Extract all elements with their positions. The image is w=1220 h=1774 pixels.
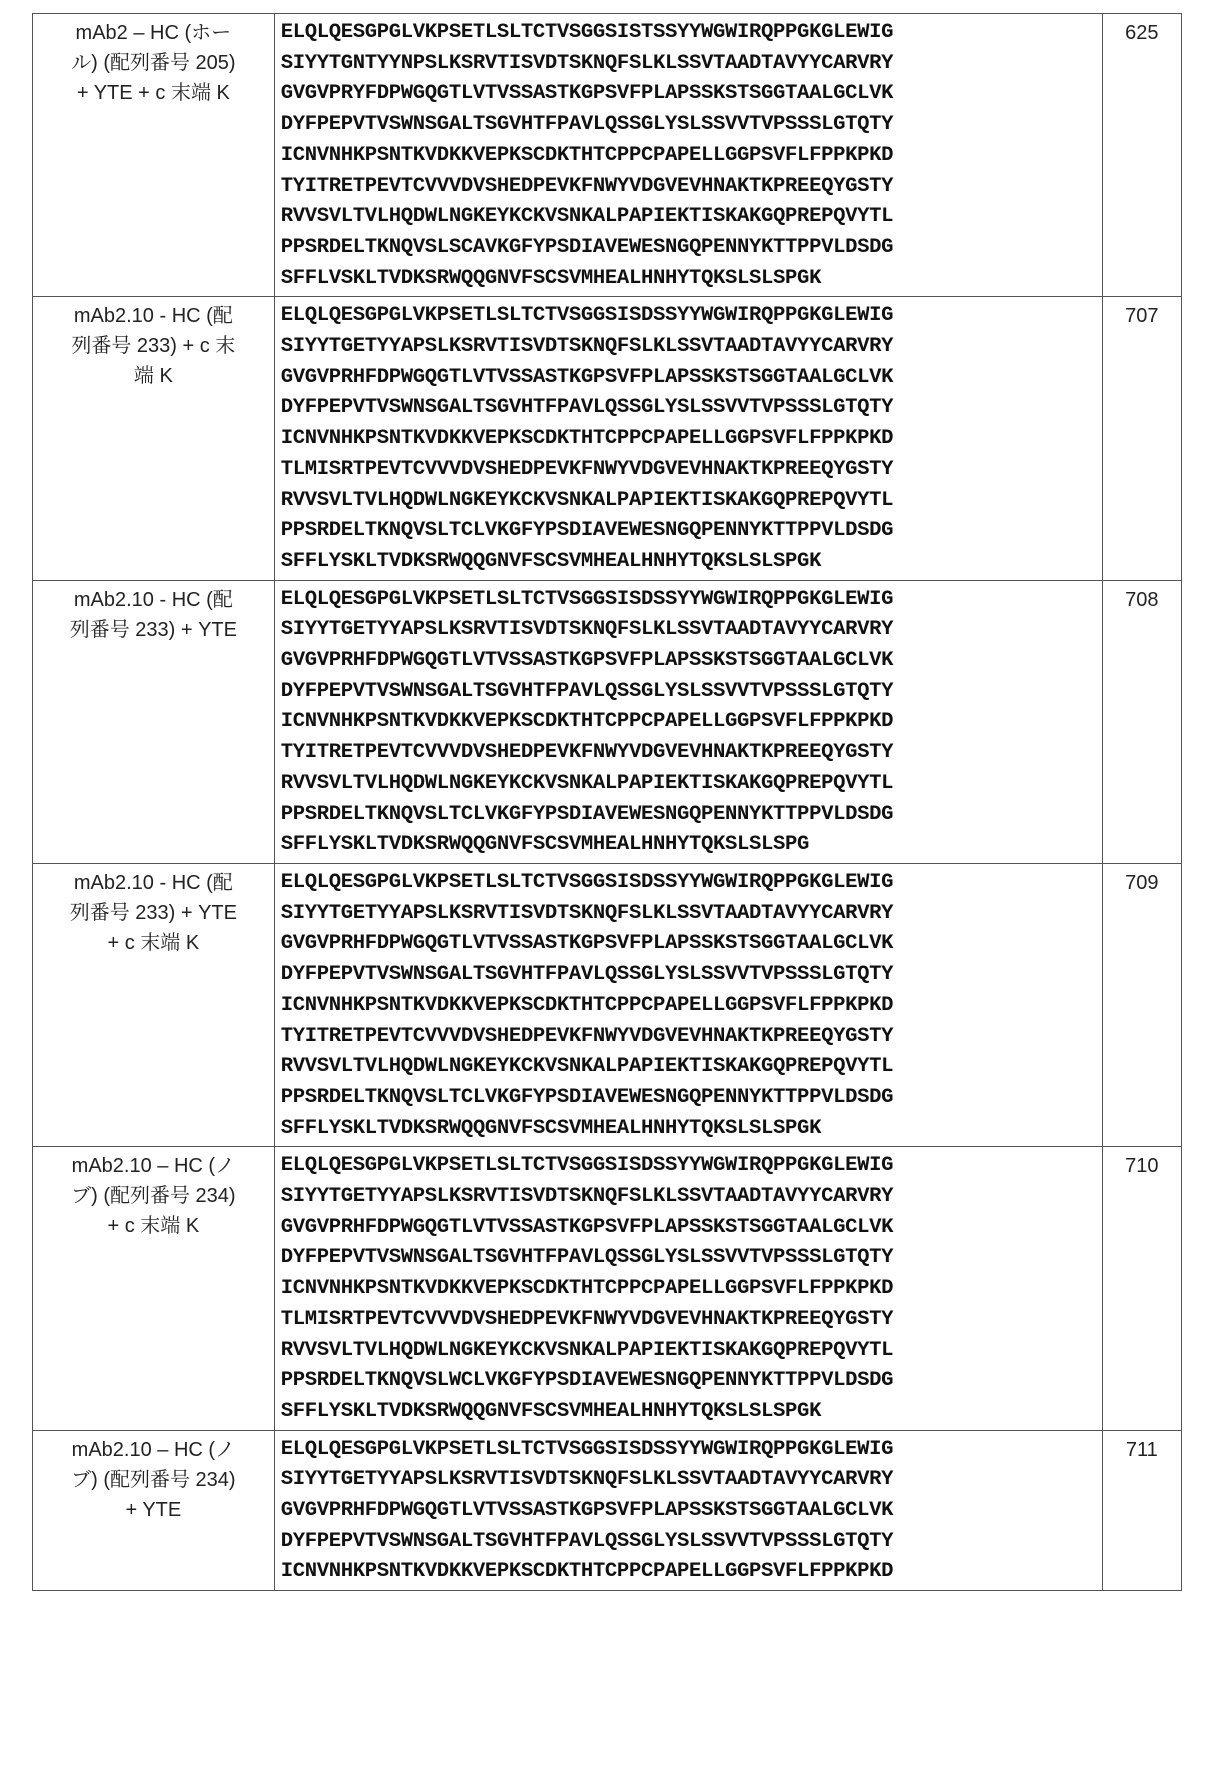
seq-id-cell <box>1102 1147 1181 1430</box>
construct-name-cell <box>33 297 275 580</box>
sequence-line: ELQLQESGPGLVKPSETLSLTCTVSGGSISTSSYYWGWIRQPPGKGLEWIG <box>280 21 894 44</box>
construct-name-line: 列番号 233) + YTE <box>69 618 237 641</box>
sequence-line: SFFLVSKLTVDKSRWQQGNVFSCSVMHEALHNHYTQKSLSLSPGK <box>280 266 822 290</box>
table-row <box>33 1147 1182 1430</box>
sequence-line: PPSRDELTKNQVSLSCAVKGFYPSDIAVEWESNGQPENNYKTTPPVLDSDG <box>280 235 894 259</box>
table-row <box>33 580 1182 863</box>
sequence-line: ELQLQESGPGLVKPSETLSLTCTVSGGSISDSSYYWGWIRQPPGKGLEWIG <box>280 304 894 328</box>
seq-id: 711 <box>1125 1438 1158 1461</box>
sequence-line: SIYYTGNTYYNPSLKSRVTISVDTSKNQFSLKLSSVTAADTAVYYCARVRY <box>280 51 894 75</box>
sequence-line: ICNVNHKPSNTKVDKKVEPKSCDKTHTCPPCPAPELLGGPSVFLFPPKPKD <box>280 143 894 167</box>
sequence-line: ELQLQESGPGLVKPSETLSLTCTVSGGSISDSSYYWGWIRQPPGKGLEWIG <box>280 870 894 894</box>
seq-id: 708 <box>1125 588 1159 611</box>
sequence-line: GVGVPRHFDPWGQGTLVTVSSASTKGPSVFPLAPSSKSTSGGTAALGCLVK <box>280 1215 894 1239</box>
sequence-line: SIYYTGETYYAPSLKSRVTISVDTSKNQFSLKLSSVTAADTAVYYCARVRY <box>280 1468 894 1492</box>
sequence-line: ICNVNHKPSNTKVDKKVEPKSCDKTHTCPPCPAPELLGGPSVFLFPPKPKD <box>280 993 894 1017</box>
construct-name-line: mAb2.10 – HC (ノ <box>71 1438 236 1461</box>
sequence-line: RVVSVLTVLHQDWLNGKEYKCKVSNKALPAPIEKTISKAKGQPREPQVYTL <box>280 488 894 512</box>
sequence-cell <box>274 863 1102 1146</box>
sequence-line: GVGVPRHFDPWGQGTLVTVSSASTKGPSVFPLAPSSKSTSGGTAALGCLVK <box>280 365 894 389</box>
sequence-line: SFFLYSKLTVDKSRWQQGNVFSCSVMHEALHNHYTQKSLSLSPGK <box>280 1399 822 1423</box>
construct-name-cell <box>33 863 275 1146</box>
sequence-line: SFFLYSKLTVDKSRWQQGNVFSCSVMHEALHNHYTQKSLSLSPGK <box>280 1116 822 1140</box>
construct-name-cell <box>33 1147 275 1430</box>
construct-name-line: ブ) (配列番号 234) <box>71 1468 236 1491</box>
sequence-line: RVVSVLTVLHQDWLNGKEYKCKVSNKALPAPIEKTISKAKGQPREPQVYTL <box>280 1338 894 1362</box>
sequence-line: ICNVNHKPSNTKVDKKVEPKSCDKTHTCPPCPAPELLGGPSVFLFPPKPKD <box>280 710 894 734</box>
sequence-line: DYFPEPVTVSWNSGALTSGVHTFPAVLQSSGLYSLSSVVTVPSSSLGTQTY <box>280 396 894 420</box>
seq-id: 625 <box>1125 22 1159 44</box>
seq-id-cell <box>1102 863 1181 1146</box>
construct-name-line: mAb2.10 - HC (配 <box>73 305 233 328</box>
construct-name-line: mAb2 – HC (ホー <box>75 22 232 44</box>
table-body <box>33 14 1182 1591</box>
sequence-table <box>32 13 1182 1591</box>
seq-id-cell <box>1102 14 1181 297</box>
sequence-cell <box>274 580 1102 863</box>
sequence-line: SFFLYSKLTVDKSRWQQGNVFSCSVMHEALHNHYTQKSLSLSPGK <box>280 549 822 573</box>
sequence-line: SIYYTGETYYAPSLKSRVTISVDTSKNQFSLKLSSVTAADTAVYYCARVRY <box>280 1185 894 1209</box>
seq-id: 707 <box>1125 305 1159 328</box>
sequence-line: DYFPEPVTVSWNSGALTSGVHTFPAVLQSSGLYSLSSVVTVPSSSLGTQTY <box>280 113 894 137</box>
sequence-cell <box>274 14 1102 297</box>
sequence-line: RVVSVLTVLHQDWLNGKEYKCKVSNKALPAPIEKTISKAKGQPREPQVYTL <box>280 771 894 795</box>
construct-name-line: mAb2.10 – HC (ノ <box>71 1155 236 1178</box>
sequence-line: DYFPEPVTVSWNSGALTSGVHTFPAVLQSSGLYSLSSVVTVPSSSLGTQTY <box>280 679 894 703</box>
construct-name-line: ル) (配列番号 205) <box>71 52 236 74</box>
sequence-line: GVGVPRHFDPWGQGTLVTVSSASTKGPSVFPLAPSSKSTSGGTAALGCLVK <box>280 1499 894 1523</box>
construct-name-line: + c 末端 K <box>107 931 200 954</box>
table-row <box>33 863 1182 1146</box>
sequence-line: SFFLYSKLTVDKSRWQQGNVFSCSVMHEALHNHYTQKSLSLSPG <box>280 833 810 857</box>
sequence-line: DYFPEPVTVSWNSGALTSGVHTFPAVLQSSGLYSLSSVVTVPSSSLGTQTY <box>280 1529 894 1553</box>
sequence-line: SIYYTGETYYAPSLKSRVTISVDTSKNQFSLKLSSVTAADTAVYYCARVRY <box>280 618 894 642</box>
sequence-line: TLMISRTPEVTCVVVDVSHEDPEVKFNWYVDGVEVHNAKTKPREEQYGSTY <box>280 457 894 481</box>
sequence-line: DYFPEPVTVSWNSGALTSGVHTFPAVLQSSGLYSLSSVVTVPSSSLGTQTY <box>280 963 894 987</box>
sequence-cell <box>274 1430 1102 1591</box>
sequence-line: ELQLQESGPGLVKPSETLSLTCTVSGGSISDSSYYWGWIRQPPGKGLEWIG <box>280 1154 894 1178</box>
sequence-line: RVVSVLTVLHQDWLNGKEYKCKVSNKALPAPIEKTISKAKGQPREPQVYTL <box>280 1055 894 1079</box>
seq-id-cell <box>1102 1430 1181 1591</box>
construct-name-line: 列番号 233) + YTE <box>69 901 237 924</box>
construct-name-line: 端 K <box>133 365 173 388</box>
sequence-line: ELQLQESGPGLVKPSETLSLTCTVSGGSISDSSYYWGWIRQPPGKGLEWIG <box>280 1437 894 1461</box>
sequence-line: TLMISRTPEVTCVVVDVSHEDPEVKFNWYVDGVEVHNAKTKPREEQYGSTY <box>280 1307 894 1331</box>
sequence-line: GVGVPRHFDPWGQGTLVTVSSASTKGPSVFPLAPSSKSTSGGTAALGCLVK <box>280 649 894 673</box>
sequence-line: SIYYTGETYYAPSLKSRVTISVDTSKNQFSLKLSSVTAADTAVYYCARVRY <box>280 901 894 925</box>
sequence-line: RVVSVLTVLHQDWLNGKEYKCKVSNKALPAPIEKTISKAKGQPREPQVYTL <box>280 205 894 229</box>
sequence-line: TYITRETPEVTCVVVDVSHEDPEVKFNWYVDGVEVHNAKTKPREEQYGSTY <box>280 741 894 765</box>
sequence-cell <box>274 297 1102 580</box>
sequence-line: TYITRETPEVTCVVVDVSHEDPEVKFNWYVDGVEVHNAKTKPREEQYGSTY <box>280 1024 894 1048</box>
table-row <box>33 1430 1182 1591</box>
construct-name-line: mAb2.10 - HC (配 <box>73 588 233 611</box>
seq-id: 710 <box>1125 1155 1159 1178</box>
seq-id: 709 <box>1125 871 1159 894</box>
sequence-line: SIYYTGETYYAPSLKSRVTISVDTSKNQFSLKLSSVTAADTAVYYCARVRY <box>280 335 894 359</box>
construct-name-cell <box>33 580 275 863</box>
construct-name-line: ブ) (配列番号 234) <box>71 1185 236 1208</box>
construct-name-cell <box>33 1430 275 1591</box>
sequence-line: PPSRDELTKNQVSLTCLVKGFYPSDIAVEWESNGQPENNYKTTPPVLDSDG <box>280 519 894 543</box>
seq-id-cell <box>1102 580 1181 863</box>
sequence-line: PPSRDELTKNQVSLTCLVKGFYPSDIAVEWESNGQPENNYKTTPPVLDSDG <box>280 802 894 826</box>
construct-name-line: + c 末端 K <box>107 1215 200 1238</box>
sequence-line: GVGVPRHFDPWGQGTLVTVSSASTKGPSVFPLAPSSKSTSGGTAALGCLVK <box>280 932 894 956</box>
sequence-line: ICNVNHKPSNTKVDKKVEPKSCDKTHTCPPCPAPELLGGPSVFLFPPKPKD <box>280 1277 894 1301</box>
sequence-line: ICNVNHKPSNTKVDKKVEPKSCDKTHTCPPCPAPELLGGPSVFLFPPKPKD <box>280 427 894 451</box>
sequence-line: DYFPEPVTVSWNSGALTSGVHTFPAVLQSSGLYSLSSVVTVPSSSLGTQTY <box>280 1246 894 1270</box>
construct-name-line: + YTE + c 末端 K <box>76 82 230 104</box>
construct-name-line: 列番号 233) + c 末 <box>71 335 236 358</box>
sequence-line: TYITRETPEVTCVVVDVSHEDPEVKFNWYVDGVEVHNAKTKPREEQYGSTY <box>280 174 894 198</box>
construct-name-line: mAb2.10 - HC (配 <box>73 871 233 894</box>
seq-id-cell <box>1102 297 1181 580</box>
sequence-line: ELQLQESGPGLVKPSETLSLTCTVSGGSISDSSYYWGWIRQPPGKGLEWIG <box>280 587 894 611</box>
construct-name-line: + YTE <box>125 1498 182 1521</box>
sequence-line: ICNVNHKPSNTKVDKKVEPKSCDKTHTCPPCPAPELLGGPSVFLFPPKPKD <box>280 1560 894 1584</box>
sequence-line: PPSRDELTKNQVSLWCLVKGFYPSDIAVEWESNGQPENNYKTTPPVLDSDG <box>280 1369 894 1393</box>
table-row <box>33 14 1182 297</box>
sequence-cell <box>274 1147 1102 1430</box>
sequence-line: PPSRDELTKNQVSLTCLVKGFYPSDIAVEWESNGQPENNYKTTPPVLDSDG <box>280 1085 894 1109</box>
construct-name-cell <box>33 14 275 297</box>
sequence-line: GVGVPRYFDPWGQGTLVTVSSASTKGPSVFPLAPSSKSTSGGTAALGCLVK <box>280 82 894 106</box>
table-row <box>33 297 1182 580</box>
